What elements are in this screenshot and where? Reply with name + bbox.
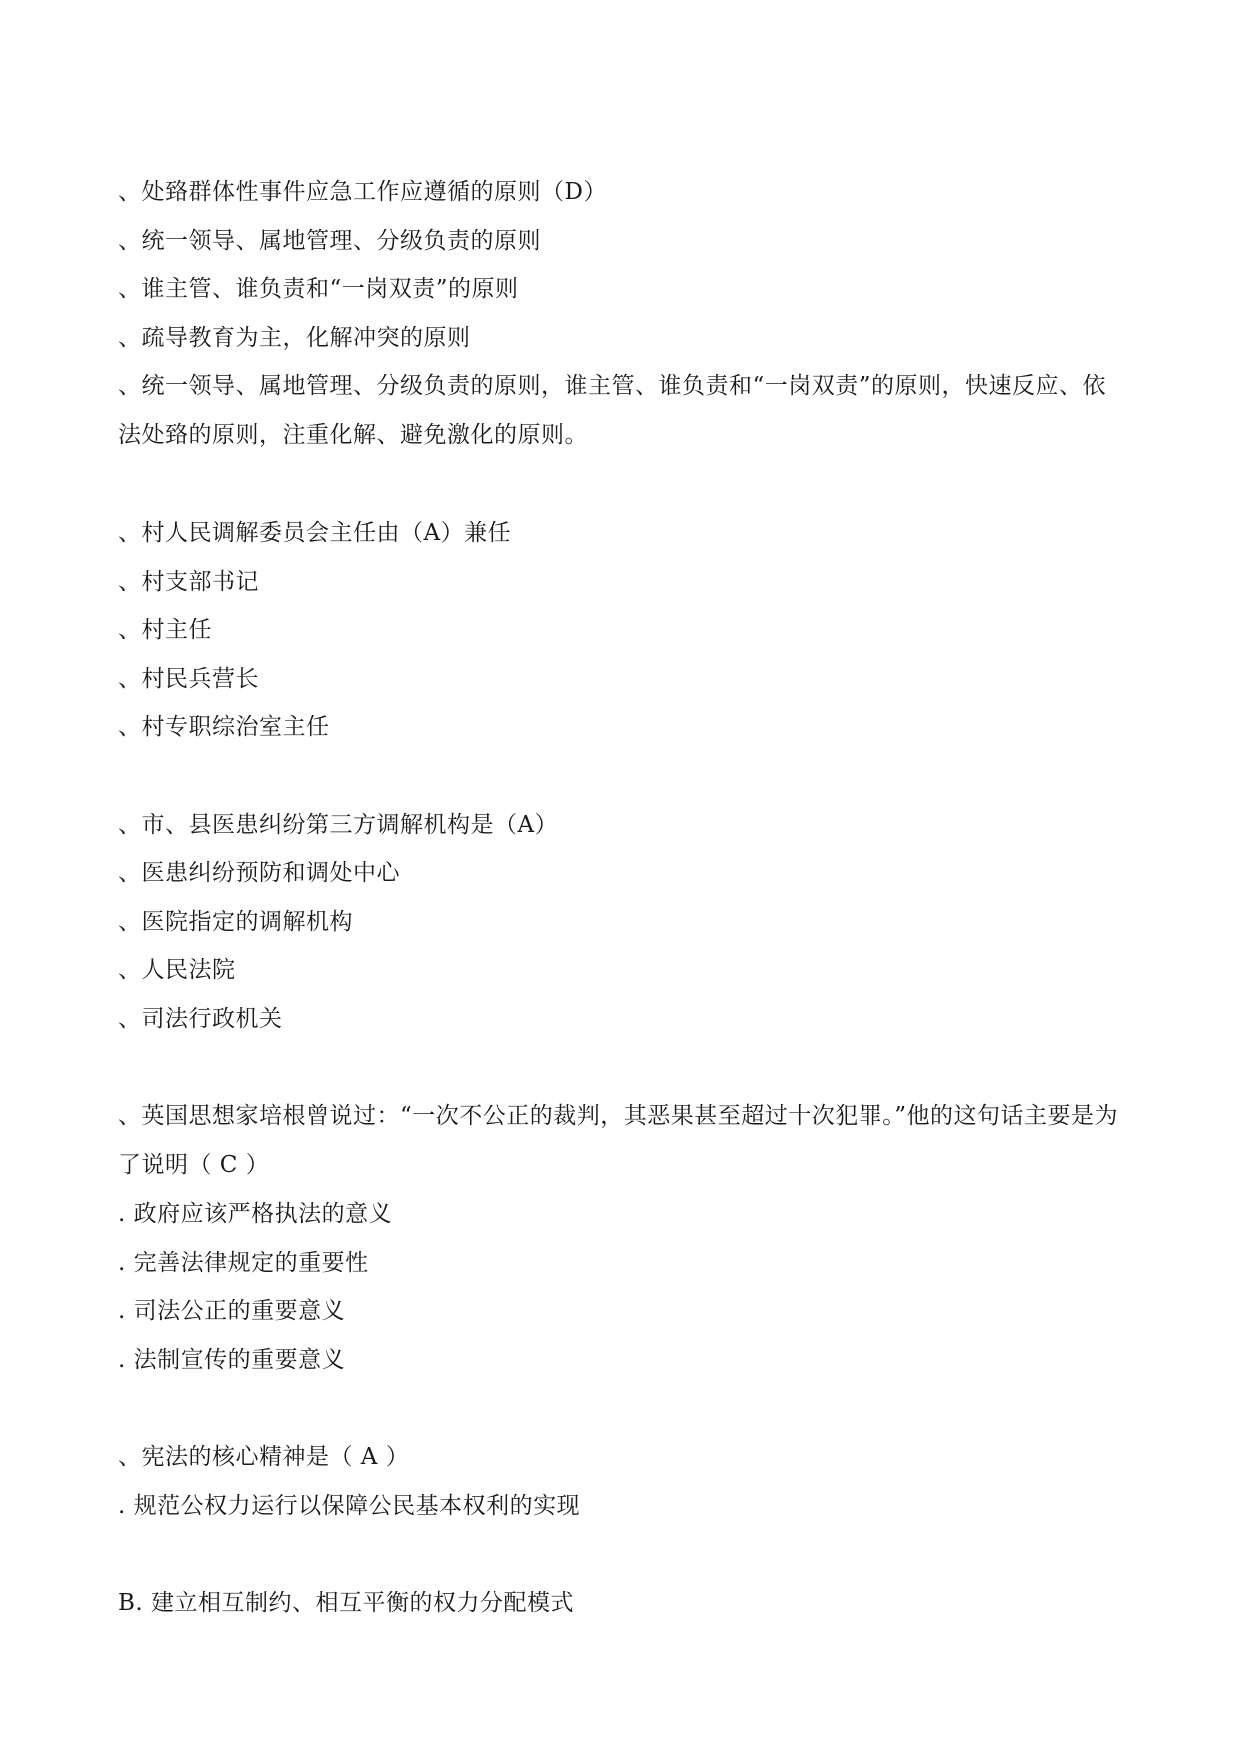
question-block [118, 801, 1128, 1044]
question-block [118, 168, 1128, 460]
answer-option: . 法制宣传的重要意义 [118, 1346, 346, 1373]
answer-option: 、村主任 [118, 617, 212, 643]
answer-option: 、人民法院 [118, 957, 236, 983]
answer-option: 、统一领导、属地管理、分级负责的原则 [118, 227, 541, 254]
question-stem: 、英国思想家培根曾说过：“一次不公正的裁判，其恶果甚至超过十次犯罪。”他的这句话主要是为了说明（ C ） [118, 1103, 1119, 1178]
question-block [118, 509, 1128, 752]
question-stem: 、处臵群体性事件应急工作应遵循的原则（D） [118, 179, 607, 205]
document-page [118, 168, 1128, 1628]
answer-option: B. 建立相互制约、相互平衡的权力分配模式 [118, 1590, 575, 1616]
question-stem: 、市、县医患纠纷第三方调解机构是（A） [118, 811, 559, 838]
answer-option: . 完善法律规定的重要性 [118, 1249, 369, 1276]
question-block [118, 1092, 1128, 1384]
answer-option: 、村支部书记 [118, 568, 259, 595]
answer-option: 、司法行政机关 [118, 1005, 283, 1032]
answer-option: 、村专职综治室主任 [118, 714, 330, 740]
question-stem: 、宪法的核心精神是（ A ） [118, 1444, 410, 1470]
question-stem: 、村人民调解委员会主任由（A）兼任 [118, 520, 512, 546]
question-block [118, 1433, 1128, 1530]
answer-option: . 政府应该严格执法的意义 [118, 1201, 393, 1227]
answer-option: 、疏导教育为主，化解冲突的原则 [118, 324, 471, 351]
answer-option: 、医院指定的调解机构 [118, 908, 353, 935]
answer-option: 、村民兵营长 [118, 665, 259, 692]
answer-option: . 规范公权力运行以保障公民基本权利的实现 [118, 1492, 581, 1519]
answer-option: 、统一领导、属地管理、分级负责的原则，谁主管、谁负责和“一岗双责”的原则，快速反应、依法处臵的原则，注重化解、避免激化的原则。 [118, 373, 1107, 448]
answer-option: . 司法公正的重要意义 [118, 1298, 346, 1324]
answer-option: 、医患纠纷预防和调处中心 [118, 860, 400, 886]
answer-option: 、谁主管、谁负责和“一岗双责”的原则 [118, 276, 519, 302]
